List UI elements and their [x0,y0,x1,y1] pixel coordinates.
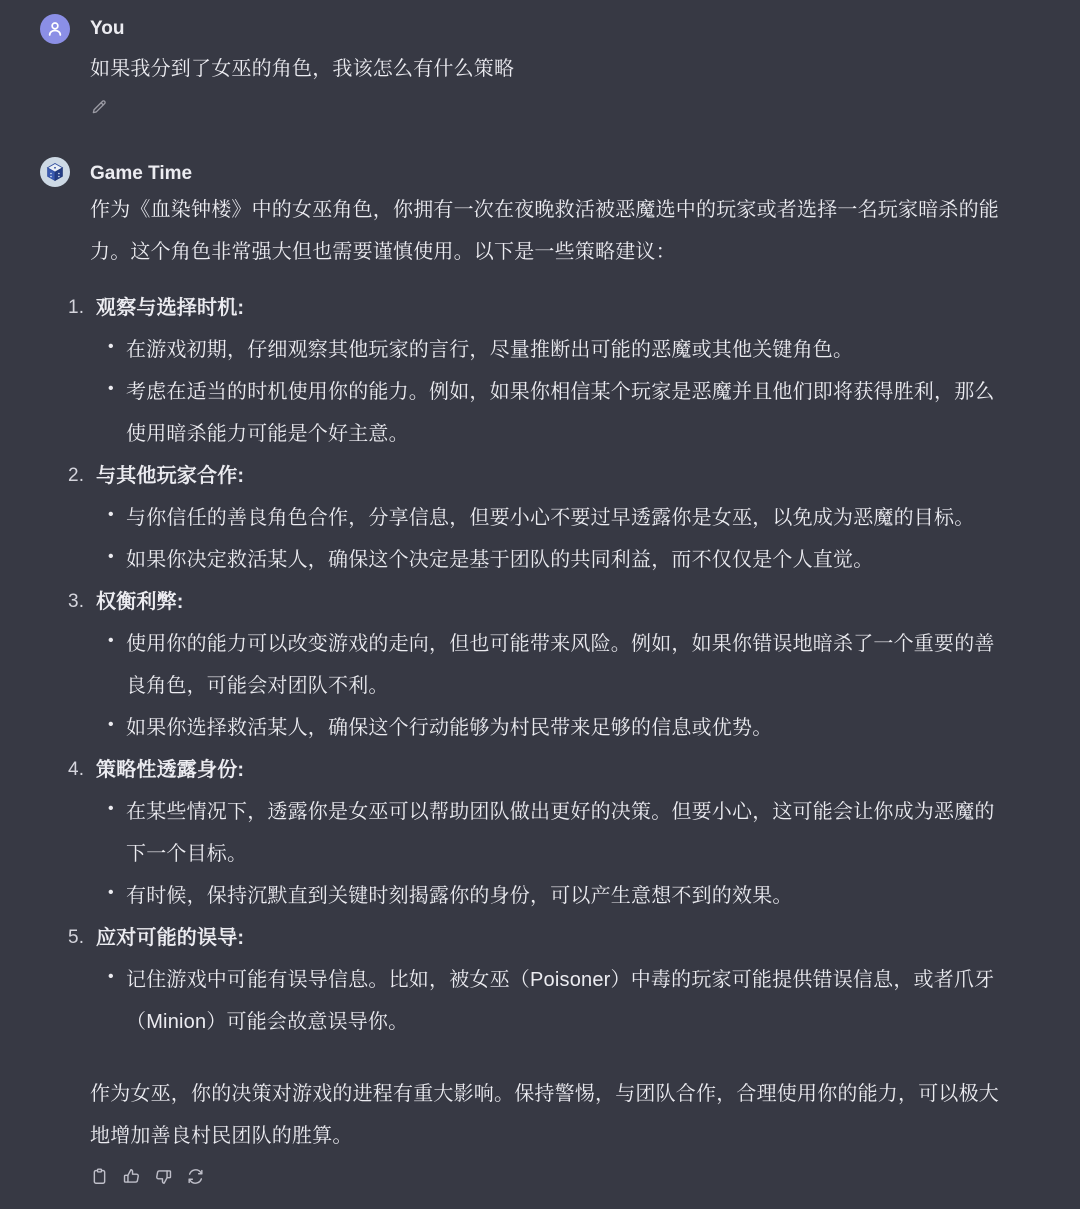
strategy-bullet: • 有时候，保持沉默直到关键时刻揭露你的身份，可以产生意想不到的效果。 [108,875,1000,917]
user-name: You [90,18,125,39]
strategy-bullets [96,623,1000,749]
copy-icon [90,1167,109,1189]
strategy-bullet: • 与你信任的善良角色合作，分享信息，但要小心不要过早透露你是女巫，以免成为恶魔的目标。 [108,497,1000,539]
user-avatar [40,14,70,44]
strategy-bullets [96,959,1000,1043]
strategy-title: 权衡利弊: [96,591,184,613]
thumbs-up-icon [122,1167,141,1189]
strategy-list [68,287,1000,1043]
strategy-bullets [96,791,1000,917]
strategy-number: 2. [68,465,85,486]
strategy-item [68,455,1000,581]
strategy-title: 观察与选择时机: [96,297,245,319]
strategy-bullet: • 在某些情况下，透露你是女巫可以帮助团队做出更好的决策。但要小心，这可能会让你成为恶魔的下一个目标。 [108,791,1000,875]
assistant-name: Game Time [90,163,193,184]
thumbs-up-button[interactable] [122,1167,141,1189]
user-message-content [90,14,1000,121]
strategy-bullet: • 如果你选择救活某人，确保这个行动能够为村民带来足够的信息或优势。 [108,707,1000,749]
strategy-number: 1. [68,297,85,318]
thumbs-down-icon [154,1167,173,1189]
edit-message-button[interactable] [90,98,108,119]
strategy-number: 3. [68,591,85,612]
assistant-message-content [68,159,1000,1189]
regenerate-button[interactable] [186,1167,205,1189]
strategy-bullet: • 考虑在适当的时机使用你的能力。例如，如果你相信某个玩家是恶魔并且他们即将获得胜利，那么使用暗杀能力可能是个好主意。 [108,371,1000,455]
strategy-bullets [96,497,1000,581]
assistant-intro: 作为《血染钟楼》中的女巫角色，你拥有一次在夜晚救活被恶魔选中的玩家或者选择一名玩家暗杀的能力。这个角色非常强大但也需要谨慎使用。以下是一些策略建议： [90,199,999,263]
strategy-bullet: • 如果你决定救活某人，确保这个决定是基于团队的共同利益，而不仅仅是个人直觉。 [108,539,1000,581]
pencil-icon [90,98,108,119]
strategy-title: 策略性透露身份: [96,759,245,781]
strategy-bullet: • 使用你的能力可以改变游戏的走向，但也可能带来风险。例如，如果你错误地暗杀了一个重要的善良角色，可能会对团队不利。 [108,623,1000,707]
user-message [40,14,1024,121]
strategy-bullet: • 记住游戏中可能有误导信息。比如，被女巫（Poisoner）中毒的玩家可能提供错误信息，或者爪牙（Minion）可能会故意误导你。 [108,959,1000,1043]
strategy-number: 4. [68,759,85,780]
user-message-text: 如果我分到了女巫的角色，我该怎么有什么策略 [90,58,515,80]
assistant-avatar [40,157,70,187]
strategy-item [68,287,1000,455]
strategy-number: 5. [68,927,85,948]
strategy-item [68,749,1000,917]
strategy-bullets [96,329,1000,455]
strategy-bullet: • 在游戏初期，仔细观察其他玩家的言行，尽量推断出可能的恶魔或其他关键角色。 [108,329,1000,371]
strategy-item [68,581,1000,749]
copy-button[interactable] [90,1167,109,1189]
regenerate-icon [186,1167,205,1189]
strategy-title: 应对可能的误导: [96,927,245,949]
person-icon [44,18,66,40]
strategy-title: 与其他玩家合作: [96,465,245,487]
assistant-message [40,157,1024,1189]
assistant-outro: 作为女巫，你的决策对游戏的进程有重大影响。保持警惕，与团队合作，合理使用你的能力，可以极大地增加善良村民团队的胜算。 [90,1083,999,1147]
dice-icon [43,160,67,184]
message-actions [90,1167,1000,1189]
strategy-item [68,917,1000,1043]
thumbs-down-button[interactable] [154,1167,173,1189]
